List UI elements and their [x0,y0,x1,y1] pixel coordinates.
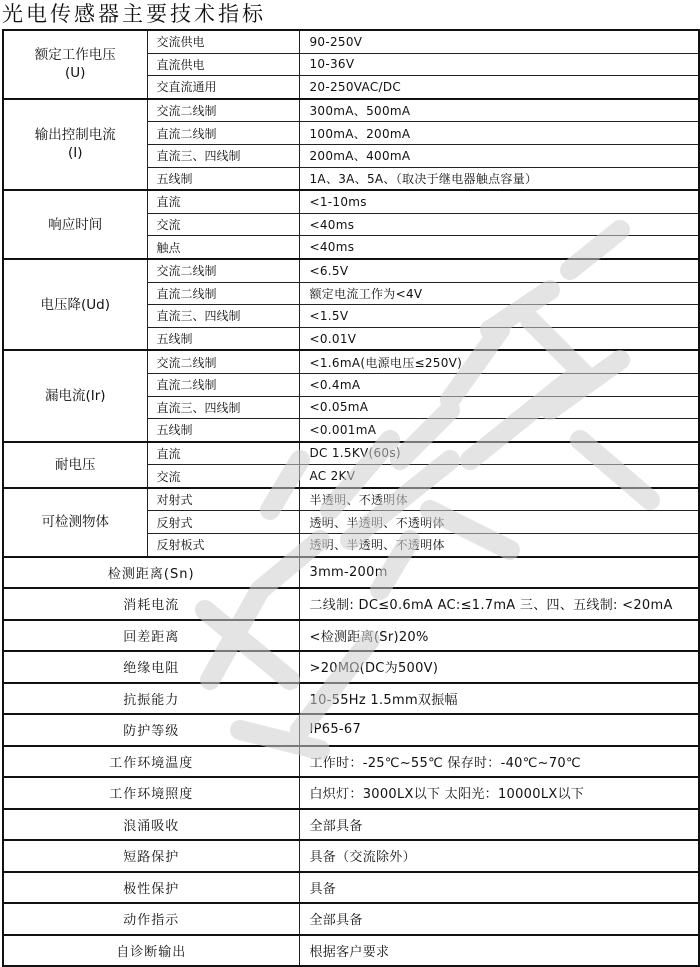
spec-value: <1.5V [299,305,699,328]
spec-value: 300mA、500mA [299,99,699,122]
spec-value: 具备 [299,872,699,904]
spec-value: 20-250VAC/DC [299,76,699,99]
sub-label: 触点 [147,236,299,259]
table-row [3,190,699,213]
sub-label: 五线制 [147,327,299,350]
spec-label: 自诊断输出 [3,935,299,967]
sub-label: 交流 [147,213,299,236]
spec-value: IP65-67 [299,714,699,746]
group-label-text: 可检测物体 [41,514,109,531]
sub-label: 反射板式 [147,534,299,557]
table-row [3,488,699,511]
table-row [3,557,699,589]
spec-label: 防护等级 [3,714,299,746]
sub-label: 交流 [147,465,299,488]
spec-value: 200mA、400mA [299,144,699,167]
group-label-text: 额定工作电压 [34,47,116,64]
table-row [3,746,699,778]
spec-value: 10-36V [299,53,699,76]
sub-label: 五线制 [147,167,299,190]
spec-value: 根据客户要求 [299,935,699,967]
sub-label: 反射式 [147,511,299,534]
spec-label: 工作环境温度 [3,746,299,778]
spec-label: 抗振能力 [3,683,299,715]
sub-label: 交直流通用 [147,76,299,99]
spec-value: <0.001mA [299,419,699,442]
table-row [3,872,699,904]
sub-label: 直流二线制 [147,373,299,396]
spec-value: 100mA、200mA [299,122,699,145]
group-label-text: 耐电压 [55,456,96,473]
spec-value: 半透明、不透明体 [299,488,699,511]
spec-value: <0.01V [299,327,699,350]
spec-label: 动作指示 [3,903,299,935]
table-row [3,259,699,282]
spec-value: DC 1.5KV(60s) [299,442,699,465]
spec-table [2,29,700,967]
table-row [3,903,699,935]
group-label [3,442,147,488]
page-title: 光电传感器主要技术指标 [2,2,266,26]
table-row [3,777,699,809]
group-label-sub: (I) [67,145,83,162]
spec-value: AC 2KV [299,465,699,488]
spec-value: <1-10ms [299,190,699,213]
table-row [3,588,699,620]
group-label-text: 响应时间 [48,216,103,233]
sub-label: 对射式 [147,488,299,511]
table-row [3,30,699,53]
sub-label: 直流 [147,442,299,465]
spec-label: 回差距离 [3,620,299,652]
spec-value: 透明、半透明、不透明体 [299,534,699,557]
sub-label: 直流供电 [147,53,299,76]
table-row [3,620,699,652]
spec-value: 3mm-200m [299,557,699,589]
spec-label: 工作环境照度 [3,777,299,809]
spec-value: 90-250V [299,30,699,53]
spec-value: 额定电流工作为<4V [299,282,699,305]
table-row [3,683,699,715]
group-label [3,488,147,557]
group-label [3,259,147,350]
spec-value: <0.4mA [299,373,699,396]
sub-label: 交流二线制 [147,99,299,122]
spec-label: 极性保护 [3,872,299,904]
group-label [3,30,147,99]
spec-value: 白炽灯：3000LX以下 太阳光：10000LX以下 [299,777,699,809]
spec-value: <6.5V [299,259,699,282]
spec-label: 检测距离(Sn) [3,557,299,589]
group-label-text: 漏电流(Ir) [44,388,106,404]
spec-label: 浪涌吸收 [3,809,299,841]
spec-value: 工作时：-25℃~55℃ 保存时：-40℃~70℃ [299,746,699,778]
sub-label: 交流二线制 [147,350,299,373]
sub-label: 直流二线制 [147,122,299,145]
spec-value: <1.6mA(电源电压≤250V) [299,350,699,373]
spec-value: <40ms [299,236,699,259]
group-label [3,99,147,190]
table-row [3,840,699,872]
spec-value: 全部具备 [299,903,699,935]
spec-value: 1A、3A、5A、（取决于继电器触点容量） [299,167,699,190]
group-label-sub: (U) [65,65,86,82]
spec-value: >20MΩ(DC为500V) [299,651,699,683]
sub-label: 直流三、四线制 [147,396,299,419]
spec-value: <0.05mA [299,396,699,419]
sub-label: 直流三、四线制 [147,305,299,328]
spec-label: 消耗电流 [3,588,299,620]
group-label [3,350,147,441]
spec-value: 透明、半透明、不透明体 [299,511,699,534]
group-label [3,190,147,259]
spec-label: 绝缘电阻 [3,651,299,683]
sub-label: 直流二线制 [147,282,299,305]
table-row [3,350,699,373]
table-row [3,714,699,746]
sub-label: 交流供电 [147,30,299,53]
table-row [3,442,699,465]
table-row [3,809,699,841]
spec-value: 10-55Hz 1.5mm双振幅 [299,683,699,715]
spec-value: 全部具备 [299,809,699,841]
group-label-text: 电压降(Ud) [40,296,110,313]
table-row [3,651,699,683]
spec-value: 具备（交流除外） [299,840,699,872]
spec-label: 短路保护 [3,840,299,872]
sub-label: 五线制 [147,419,299,442]
table-row [3,99,699,122]
spec-value: <检测距离(Sr)20% [299,620,699,652]
table-row [3,935,699,967]
spec-value: <40ms [299,213,699,236]
spec-value: 二线制: DC≤0.6mA AC:≤1.7mA 三、四、五线制: <20mA [299,588,699,620]
group-label-text: 输出控制电流 [34,127,116,144]
sub-label: 直流三、四线制 [147,144,299,167]
sub-label: 交流二线制 [147,259,299,282]
sub-label: 直流 [147,190,299,213]
